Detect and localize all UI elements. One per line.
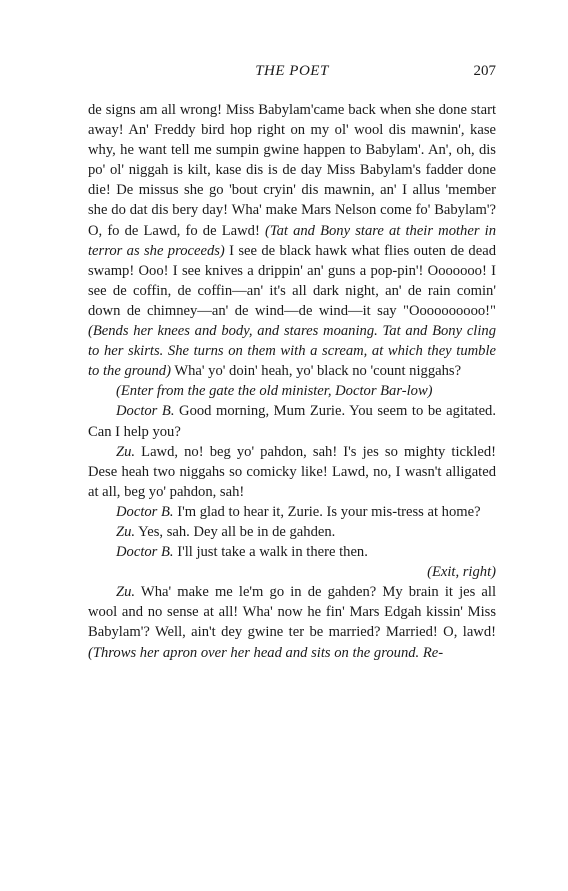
stage-direction: (Throws her apron over her head and sits on the ground. Re- [88, 644, 444, 661]
dialogue-text: de signs am all wrong! Miss Babylam'came back when she done start away! An' Freddy bird hop right on my ol' wool dis mawnin', kase why, he want tell me sumpin gwine happen to Babylam'. An', oh, dis po' ol' niggah is kilt, kase dis is de day Miss Babylam's fadder done die! De missus she go 'bout cryin' dis mawnin, an' I allus 'member she do dat dis bery day! Wha' make Mars Nelson come fo' Babylam'? O, fo de Lawd, fo de Lawd! [88, 102, 496, 239]
speaker: Doctor B. [116, 503, 174, 520]
speaker: Zu. [116, 584, 136, 601]
dialogue-text: I'll just take a walk in there then. [173, 544, 368, 561]
dialogue-text: I see de black hawk what flies outen de dead swamp! Ooo! I see knives a drippin' an' guns a pop-pin'! Ooooooo! I see de coffin, de coffin—an' it's all dark night, an' de rain comin' down de chimney—an' de wind—de wind—it say "Oooooooooo!" [88, 242, 496, 319]
page-body [88, 100, 496, 663]
dialogue-text: Yes, sah. Dey all be in de gahden. [135, 523, 336, 540]
paragraph [88, 100, 496, 381]
running-title: THE POET [255, 63, 329, 79]
paragraph [88, 502, 496, 522]
dialogue-text: Wha' yo' doin' heah, yo' black no 'count niggahs? [170, 363, 462, 380]
paragraph [88, 582, 496, 662]
speaker: Zu. [116, 443, 136, 460]
paragraph [88, 542, 496, 562]
speaker: Zu. [116, 523, 136, 540]
page-number: 207 [473, 63, 496, 79]
paragraph [88, 401, 496, 441]
dialogue-text: Lawd, no! beg yo' pahdon, sah! I's jes so mighty tickled! Dese heah two niggahs so comicky like! Lawd, no, I wasn't alligated at all, beg yo' pahdon, sah! [88, 443, 496, 500]
speaker: Doctor B. [116, 544, 174, 561]
paragraph [88, 442, 496, 502]
speaker: Doctor B. [116, 403, 175, 420]
stage-direction: (Enter from the gate the old minister, Doctor Bar-low) [116, 383, 433, 400]
dialogue-text: Good morning, Mum Zurie. You seem to be agitated. Can I help you? [88, 403, 496, 440]
stage-direction: (Bends her knees and body, and stares moaning. Tat and Bony cling to her skirts. She turns on them with a scream, at which they tumble to the ground) [88, 323, 496, 380]
paragraph [88, 381, 496, 401]
paragraph [88, 562, 496, 582]
dialogue-text: Wha' make me le'm go in de gahden? My brain it jes all wool and no sense at all! Wha' now he fin' Mars Edgah kissin' Miss Babylam'? Well, ain't dey gwine ter be married? Married! O, lawd! [88, 584, 496, 641]
stage-direction: (Exit, right) [427, 564, 496, 581]
paragraph [88, 522, 496, 542]
dialogue-text: I'm glad to hear it, Zurie. Is your mis-tress at home? [173, 503, 481, 520]
stage-direction: (Tat and Bony stare at their mother in terror as she proceeds) [88, 222, 496, 259]
page-header [88, 63, 496, 85]
